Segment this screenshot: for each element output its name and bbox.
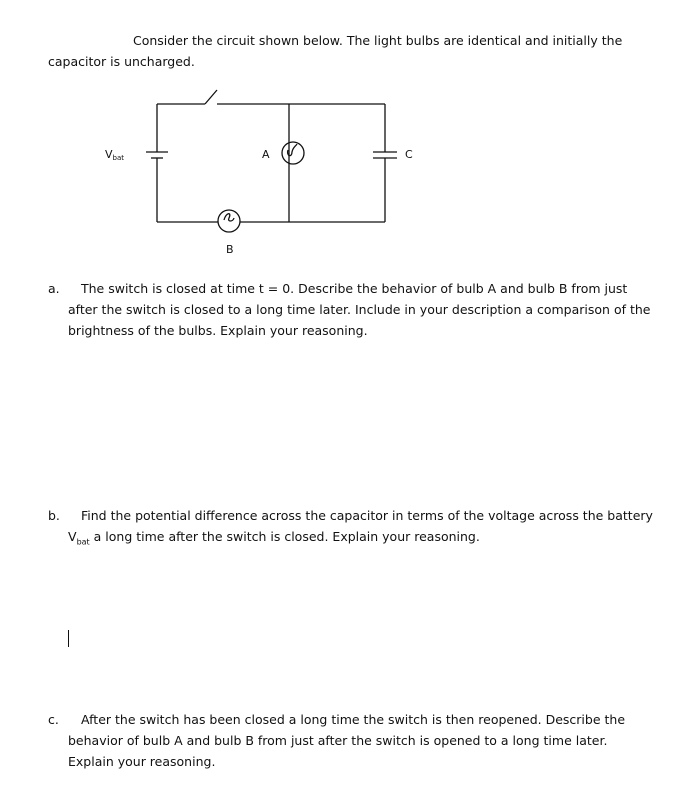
question-c-line: behavior of bulb A and bulb B from just after the switch is opened to a long time later. <box>68 733 608 748</box>
question-a-line: The switch is closed at time t = 0. Describe the behavior of bulb A and bulb B from just <box>81 281 628 296</box>
question-b-line: $V_{bat}$ a long time after the switch is closed. Explain your reasoning. <box>68 529 480 547</box>
question-a-line: brightness of the bulbs. Explain your reasoning. <box>68 323 368 338</box>
intro-line-2: capacitor is uncharged. <box>48 54 195 69</box>
bulb-a <box>282 142 304 164</box>
intro-line-1: Consider the circuit shown below. The light bulbs are identical and initially the <box>133 33 623 48</box>
question-c-line: Explain your reasoning. <box>68 754 216 769</box>
text-cursor[interactable] <box>68 630 69 647</box>
question-a-line: after the switch is closed to a long time later. Include in your description a comparison of the <box>68 302 651 317</box>
capacitor-label: C <box>405 148 413 161</box>
question-c-line: After the switch has been closed a long time the switch is then reopened. Describe the <box>81 712 626 727</box>
bulb-b-label: B <box>226 243 234 256</box>
bulb-a-label: A <box>262 148 270 161</box>
question-b-marker: b. <box>48 508 60 523</box>
question-c-marker: c. <box>48 712 59 727</box>
battery-label: Vbat <box>105 148 125 162</box>
circuit-diagram <box>0 0 674 300</box>
question-a-marker: a. <box>48 281 60 296</box>
bulb-b-filament <box>224 214 234 221</box>
question-b-line: Find the potential difference across the capacitor in terms of the voltage across the battery <box>81 508 653 523</box>
switch <box>205 90 217 104</box>
